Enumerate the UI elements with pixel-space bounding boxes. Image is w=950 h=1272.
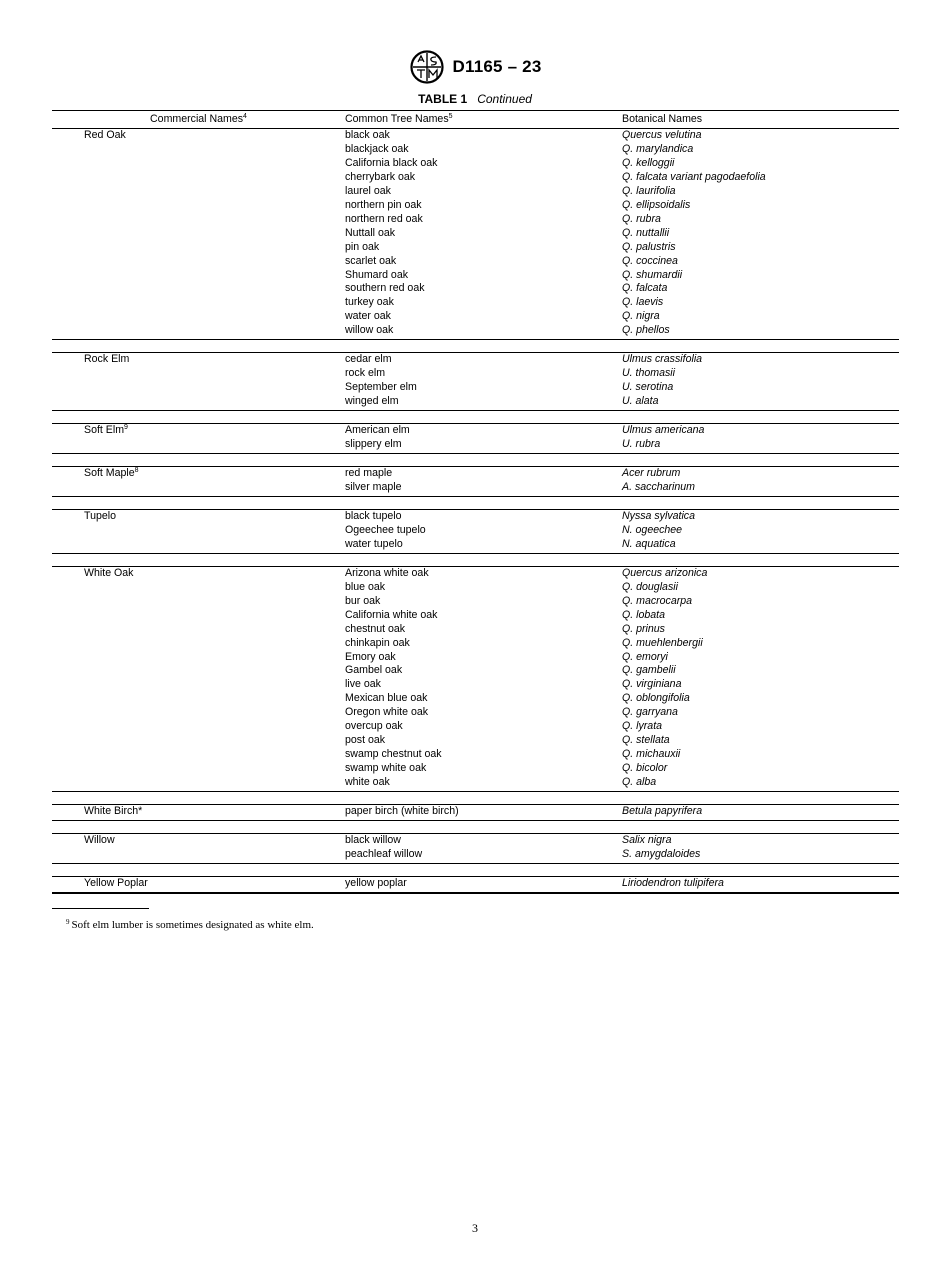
group-separator bbox=[52, 820, 899, 833]
common-tree-name: swamp white oak bbox=[345, 762, 427, 775]
botanical-name: Q. nigra bbox=[622, 310, 660, 323]
common-tree-name: cedar elm bbox=[345, 353, 392, 366]
table-continued: Continued bbox=[477, 92, 532, 106]
common-names-cell bbox=[345, 876, 622, 892]
common-tree-name: scarlet oak bbox=[345, 254, 397, 267]
common-names-cell bbox=[345, 467, 622, 497]
table-row bbox=[52, 467, 899, 497]
group-separator bbox=[52, 340, 899, 353]
group-separator bbox=[52, 792, 899, 805]
common-tree-name: Shumard oak bbox=[345, 268, 409, 281]
common-tree-name: Oregon white oak bbox=[345, 706, 429, 719]
botanical-name: Quercus velutina bbox=[622, 129, 702, 141]
page-number: 3 bbox=[472, 1221, 478, 1235]
common-tree-name: black tupelo bbox=[345, 509, 402, 522]
botanical-name: Q. alba bbox=[622, 776, 657, 789]
common-tree-name: winged elm bbox=[345, 395, 399, 408]
botanical-names-cell bbox=[622, 424, 899, 454]
botanical-name: Liriodendron tulipifera bbox=[622, 876, 724, 889]
botanical-name: A. saccharinum bbox=[622, 480, 696, 493]
commercial-name: White Birch* bbox=[84, 805, 143, 818]
botanical-name: Ulmus crassifolia bbox=[622, 353, 703, 366]
header-botanical-names: Botanical Names bbox=[622, 111, 899, 129]
table-row bbox=[52, 876, 899, 892]
botanical-name: Acer rubrum bbox=[622, 467, 681, 480]
common-tree-name: red maple bbox=[345, 467, 393, 480]
botanical-name: Q. virginiana bbox=[622, 678, 682, 691]
common-tree-name: black willow bbox=[345, 833, 401, 846]
botanical-name: U. serotina bbox=[622, 381, 674, 394]
table-label: TABLE 1 bbox=[418, 92, 468, 106]
group-separator bbox=[52, 863, 899, 876]
header-commercial-names: Commercial Names$^4$ bbox=[52, 111, 345, 129]
commercial-name-cell bbox=[52, 467, 345, 497]
header-common-tree-names: Common Tree Names$^5$ bbox=[345, 111, 622, 129]
botanical-name: Q. nuttallii bbox=[622, 226, 670, 239]
botanical-name: Q. prinus bbox=[622, 622, 665, 635]
table-row bbox=[52, 805, 899, 821]
botanical-name: Q. oblongifolia bbox=[622, 692, 690, 705]
common-tree-name: rock elm bbox=[345, 367, 386, 380]
botanical-name: Q. douglasii bbox=[622, 580, 678, 593]
group-separator bbox=[52, 411, 899, 424]
commercial-name: Soft Maple bbox=[84, 467, 135, 480]
commercial-name-cell bbox=[52, 424, 345, 454]
common-tree-name: cherrybark oak bbox=[345, 170, 416, 183]
table-caption bbox=[0, 92, 950, 106]
common-tree-name: Gambel oak bbox=[345, 664, 403, 677]
botanical-name: Q. phellos bbox=[622, 324, 670, 337]
botanical-name: Q. rubra bbox=[622, 212, 661, 225]
botanical-name: Q. laevis bbox=[622, 296, 664, 309]
botanical-name: Q. gambelii bbox=[622, 664, 676, 677]
table-row bbox=[52, 509, 899, 553]
common-names-cell bbox=[345, 805, 622, 821]
group-separator bbox=[52, 496, 899, 509]
botanical-name: Q. falcata bbox=[622, 282, 668, 295]
common-tree-name: Arizona white oak bbox=[345, 566, 429, 579]
table-header-row bbox=[52, 111, 899, 129]
botanical-name: Q. shumardii bbox=[622, 268, 683, 281]
botanical-name: U. alata bbox=[622, 395, 659, 408]
botanical-names-cell bbox=[622, 129, 899, 340]
botanical-name: Salix nigra bbox=[622, 833, 672, 846]
botanical-name: U. rubra bbox=[622, 438, 661, 451]
common-tree-name: overcup oak bbox=[345, 720, 403, 733]
common-tree-name: post oak bbox=[345, 734, 386, 747]
common-tree-name: California white oak bbox=[345, 608, 438, 621]
common-tree-name: willow oak bbox=[345, 324, 394, 337]
botanical-name: Q. muehlenbergii bbox=[622, 636, 703, 649]
botanical-name: Nyssa sylvatica bbox=[622, 509, 695, 522]
commercial-name-cell bbox=[52, 509, 345, 553]
botanical-names-cell bbox=[622, 566, 899, 791]
footnote bbox=[66, 919, 314, 931]
document-header bbox=[0, 50, 950, 84]
common-tree-name: yellow poplar bbox=[345, 876, 407, 889]
common-names-cell bbox=[345, 353, 622, 411]
common-tree-name: Emory oak bbox=[345, 650, 396, 663]
document-designation: D1165 – 23 bbox=[452, 57, 542, 76]
botanical-name: Q. ellipsoidalis bbox=[622, 198, 691, 211]
common-tree-name: slippery elm bbox=[345, 438, 402, 451]
commercial-name: Rock Elm bbox=[84, 353, 130, 366]
table-row bbox=[52, 129, 899, 340]
botanical-name: Q. laurifolia bbox=[622, 184, 676, 197]
common-tree-name: Mexican blue oak bbox=[345, 692, 428, 705]
botanical-name: Q. coccinea bbox=[622, 254, 678, 267]
botanical-names-cell bbox=[622, 876, 899, 892]
botanical-names-cell bbox=[622, 353, 899, 411]
common-tree-name: Nuttall oak bbox=[345, 226, 396, 239]
footnote-text: Soft elm lumber is sometimes designated as white elm. bbox=[71, 919, 314, 931]
table-row bbox=[52, 353, 899, 411]
common-tree-name: peachleaf willow bbox=[345, 847, 423, 860]
table-body bbox=[52, 129, 899, 893]
botanical-name: Ulmus americana bbox=[622, 424, 705, 437]
common-tree-name: Ogeechee tupelo bbox=[345, 523, 426, 536]
commercial-name-cell bbox=[52, 129, 345, 340]
commercial-name: Red Oak bbox=[84, 129, 126, 141]
common-tree-name: turkey oak bbox=[345, 296, 394, 309]
botanical-name: Q. bicolor bbox=[622, 762, 668, 775]
species-table bbox=[52, 110, 899, 894]
botanical-name: Q. falcata variant pagodaefolia bbox=[622, 170, 766, 183]
botanical-name: Q. lobata bbox=[622, 608, 665, 621]
common-tree-name: water tupelo bbox=[345, 537, 403, 550]
common-names-cell bbox=[345, 129, 622, 340]
botanical-name: Q. michauxii bbox=[622, 748, 681, 761]
botanical-name: Q. marylandica bbox=[622, 142, 694, 155]
common-names-cell bbox=[345, 424, 622, 454]
common-names-cell bbox=[345, 509, 622, 553]
common-tree-name: southern red oak bbox=[345, 282, 425, 295]
astm-logo-icon bbox=[409, 50, 445, 84]
footnote-divider bbox=[52, 908, 149, 909]
botanical-names-cell bbox=[622, 467, 899, 497]
common-tree-name: live oak bbox=[345, 678, 381, 691]
table-row bbox=[52, 424, 899, 454]
common-tree-name: laurel oak bbox=[345, 184, 391, 197]
common-tree-name: white oak bbox=[345, 776, 390, 789]
common-tree-name: blackjack oak bbox=[345, 142, 409, 155]
commercial-name-note: 9 bbox=[124, 424, 128, 432]
commercial-name-cell bbox=[52, 876, 345, 892]
botanical-name: Betula papyrifera bbox=[622, 805, 703, 818]
common-names-cell bbox=[345, 833, 622, 863]
botanical-name: N. aquatica bbox=[622, 537, 676, 550]
common-tree-name: American elm bbox=[345, 424, 410, 437]
common-tree-name: silver maple bbox=[345, 480, 402, 493]
commercial-name: Soft Elm bbox=[84, 424, 125, 437]
botanical-names-cell bbox=[622, 509, 899, 553]
botanical-name: Q. emoryi bbox=[622, 650, 668, 663]
common-tree-name: California black oak bbox=[345, 156, 438, 169]
common-tree-name: black oak bbox=[345, 129, 390, 141]
group-separator bbox=[52, 454, 899, 467]
botanical-name: U. thomasii bbox=[622, 367, 675, 380]
common-tree-name: blue oak bbox=[345, 580, 386, 593]
commercial-name-cell bbox=[52, 833, 345, 863]
commercial-name-cell bbox=[52, 566, 345, 791]
commercial-name-cell bbox=[52, 353, 345, 411]
botanical-name: Q. garryana bbox=[622, 706, 678, 719]
botanical-names-cell bbox=[622, 805, 899, 821]
table-row bbox=[52, 833, 899, 863]
botanical-name: Q. lyrata bbox=[622, 720, 663, 733]
botanical-names-cell bbox=[622, 833, 899, 863]
commercial-name: Yellow Poplar bbox=[84, 876, 148, 889]
common-tree-name: swamp chestnut oak bbox=[345, 748, 442, 761]
botanical-name: Quercus arizonica bbox=[622, 566, 708, 579]
commercial-name: Tupelo bbox=[84, 509, 116, 522]
table-row bbox=[52, 566, 899, 791]
common-tree-name: chinkapin oak bbox=[345, 636, 410, 649]
footnote-marker: 9 bbox=[66, 918, 70, 926]
commercial-name-note: 8 bbox=[134, 467, 139, 475]
botanical-name: S. amygdaloides bbox=[622, 847, 701, 860]
commercial-name: Willow bbox=[84, 833, 115, 846]
common-names-cell bbox=[345, 566, 622, 791]
commercial-name-cell bbox=[52, 805, 345, 821]
botanical-name: N. ogeechee bbox=[622, 523, 683, 536]
common-tree-name: chestnut oak bbox=[345, 622, 406, 635]
botanical-name: Q. macrocarpa bbox=[622, 594, 693, 607]
commercial-name: White Oak bbox=[84, 566, 134, 579]
botanical-name: Q. kelloggii bbox=[622, 156, 675, 169]
common-tree-name: water oak bbox=[345, 310, 391, 323]
common-tree-name: paper birch (white birch) bbox=[345, 805, 459, 818]
common-tree-name: northern pin oak bbox=[345, 198, 422, 211]
botanical-name: Q. palustris bbox=[622, 240, 676, 253]
group-separator bbox=[52, 553, 899, 566]
common-tree-name: September elm bbox=[345, 381, 417, 394]
common-tree-name: northern red oak bbox=[345, 212, 423, 225]
common-tree-name: pin oak bbox=[345, 240, 380, 253]
botanical-name: Q. stellata bbox=[622, 734, 670, 747]
common-tree-name: bur oak bbox=[345, 594, 381, 607]
